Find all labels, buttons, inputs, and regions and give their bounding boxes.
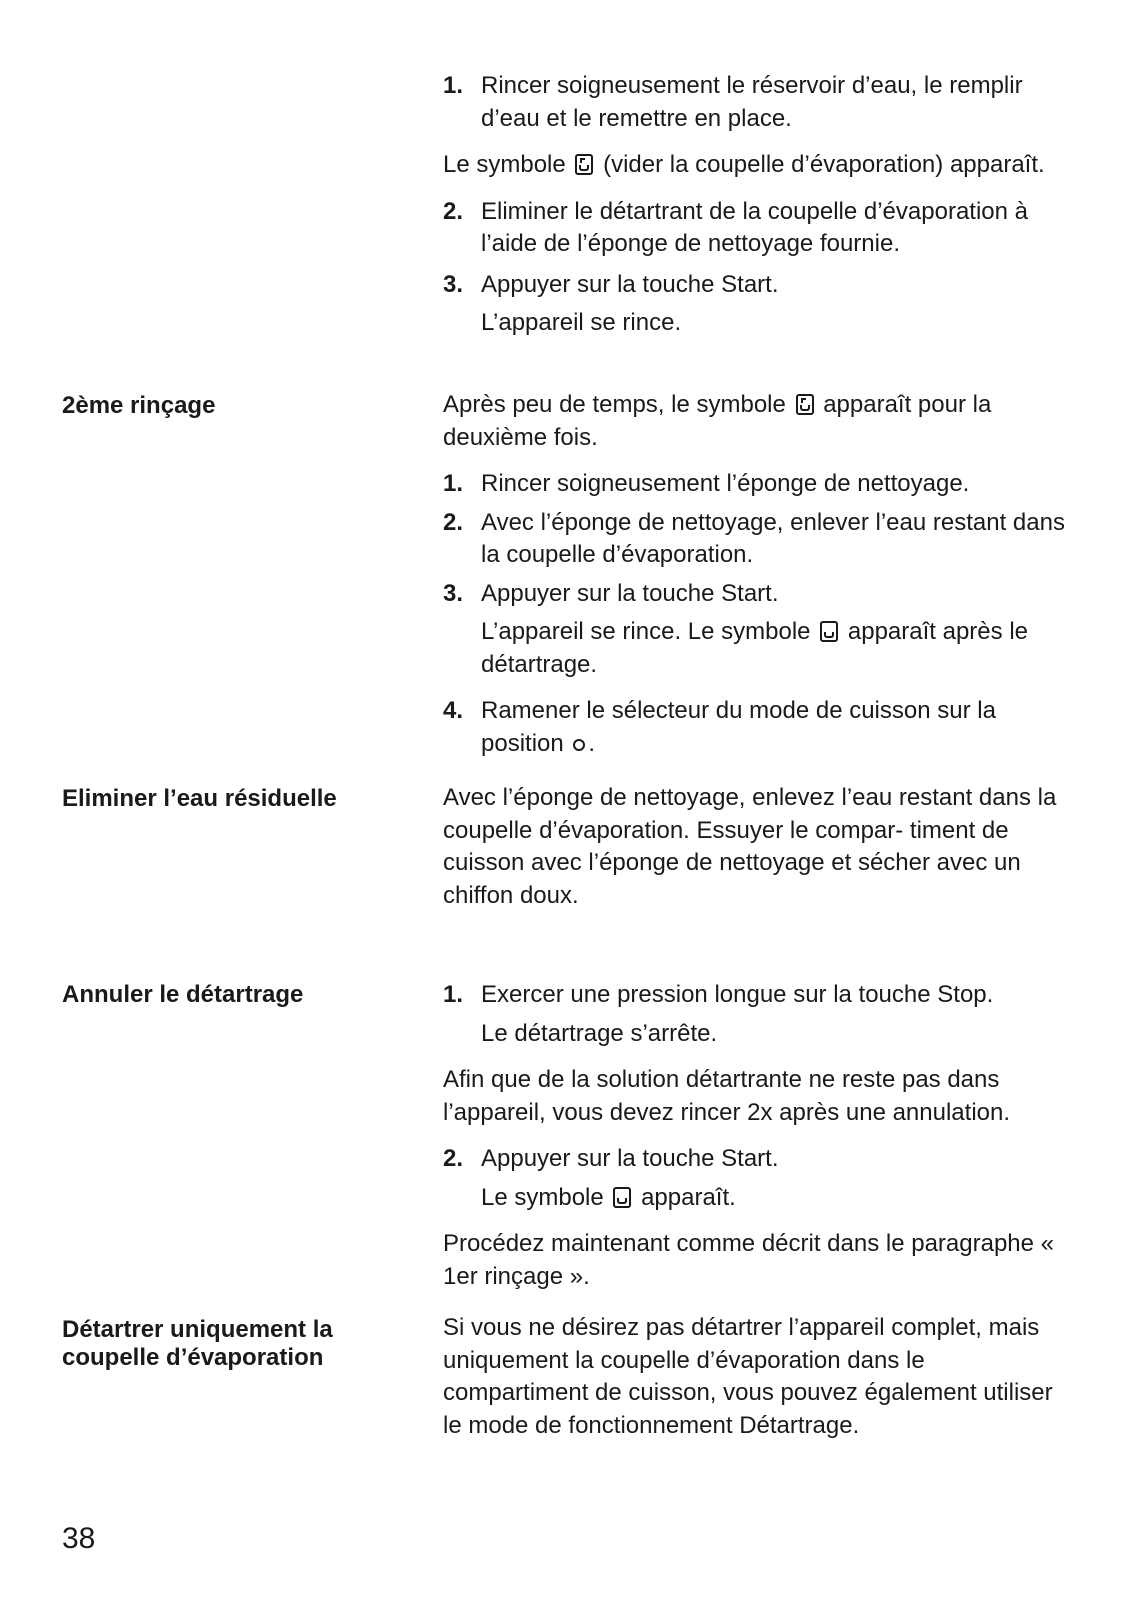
evaporator-cup-icon	[820, 621, 838, 642]
intro-note	[443, 149, 1073, 182]
step-text: Avec l’éponge de nettoyage, enlever l’eau restant dans la coupelle d’évaporation.	[481, 508, 1065, 568]
step-text-after: .	[588, 729, 596, 757]
result-text-before: Le symbole	[481, 1183, 604, 1211]
step-number: 4.	[443, 697, 464, 724]
intro-section	[443, 70, 1073, 340]
step-text: Appuyer sur la touche Start.	[481, 270, 779, 298]
step-text-before: Ramener le sélecteur du mode de cuisson sur la position	[481, 697, 996, 757]
residual-text: Avec l’éponge de nettoyage, enlevez l’eau restant dans la coupelle d’évaporation. Essuyer le compar- timent de cuisson avec l’éponge de nettoyage et sécher avec un chiffon doux.	[443, 784, 1057, 909]
rinse2-heading: 2ème rinçage	[62, 392, 216, 419]
rinse2-step-3-result	[443, 616, 1073, 681]
step-text: Rincer soigneusement l’éponge de nettoyage.	[481, 470, 970, 497]
cancel-section	[443, 979, 1073, 1293]
rinse2-step-4	[443, 695, 1073, 760]
rinse2-step-1	[443, 468, 1073, 501]
result-text-after: apparaît après le détartrage.	[481, 618, 1028, 678]
step-number: 2.	[443, 508, 464, 536]
step-text: Appuyer sur la touche Start.	[481, 579, 779, 607]
intro-step-3	[443, 269, 1073, 302]
lead-text-before: Après peu de temps, le symbole	[443, 391, 786, 418]
rinse2-step-3	[443, 578, 1073, 611]
rinse2-lead	[443, 389, 1073, 454]
step-text: Appuyer sur la touche Start.	[481, 1145, 779, 1172]
evaporator-cup-icon	[613, 1187, 631, 1208]
empty-evaporator-cup-icon	[796, 394, 814, 415]
note-text-after: (vider la coupelle d’évaporation) apparaît.	[603, 151, 1045, 178]
step-number: 1.	[443, 981, 464, 1008]
rinse2-section	[443, 389, 1073, 760]
cancel-note: Afin que de la solution détartrante ne reste pas dans l’appareil, vous devez rincer 2x après une annulation.	[443, 1066, 1011, 1126]
cancel-step-2-result	[443, 1182, 1073, 1215]
result-text-before: L’appareil se rince. Le symbole	[481, 618, 811, 645]
step-number: 2.	[443, 197, 464, 225]
step-number: 3.	[443, 579, 464, 607]
step-number: 2.	[443, 1145, 464, 1172]
lead-text-after: apparaît pour la deuxième fois.	[443, 391, 992, 451]
cancel-follow: Procédez maintenant comme décrit dans le paragraphe « 1er rinçage ».	[443, 1230, 1055, 1290]
empty-evaporator-cup-icon	[575, 154, 593, 175]
note-text-before: Le symbole	[443, 151, 566, 178]
result-text-after: apparaît.	[641, 1183, 736, 1211]
step-text: Exercer une pression longue sur la touche Stop.	[481, 981, 994, 1008]
cup-only-heading: Détartrer uniquement la coupelle d’évaporation	[62, 1316, 333, 1371]
cancel-step-1	[443, 979, 1073, 1012]
cancel-step-1-result: Le détartrage s’arrête.	[481, 1019, 718, 1047]
step-text: Eliminer le détartrant de la coupelle d’évaporation à l’aide de l’éponge de nettoyage fournie.	[481, 197, 1028, 257]
step-number: 1.	[443, 470, 464, 497]
intro-step-2	[443, 196, 1073, 261]
step-number: 1.	[443, 72, 464, 99]
step-text: Rincer soigneusement le réservoir d’eau, le remplir d’eau et le remettre en place.	[481, 72, 1023, 132]
off-position-icon	[573, 739, 585, 751]
page-number: 38	[62, 1522, 96, 1555]
intro-step-1	[443, 70, 1073, 135]
cancel-heading: Annuler le détartrage	[62, 981, 304, 1008]
step-number: 3.	[443, 270, 464, 298]
cup-only-text: Si vous ne désirez pas détartrer l’appareil complet, mais uniquement la coupelle d’évaporation dans le compartiment de cuisson, vous pouvez également utiliser le mode de fonctionnement Détartrage.	[443, 1314, 1053, 1439]
rinse2-step-2	[443, 507, 1073, 572]
intro-step-3-result: L’appareil se rince.	[481, 309, 682, 336]
cancel-step-2	[443, 1143, 1073, 1176]
residual-heading: Eliminer l’eau résiduelle	[62, 785, 337, 812]
